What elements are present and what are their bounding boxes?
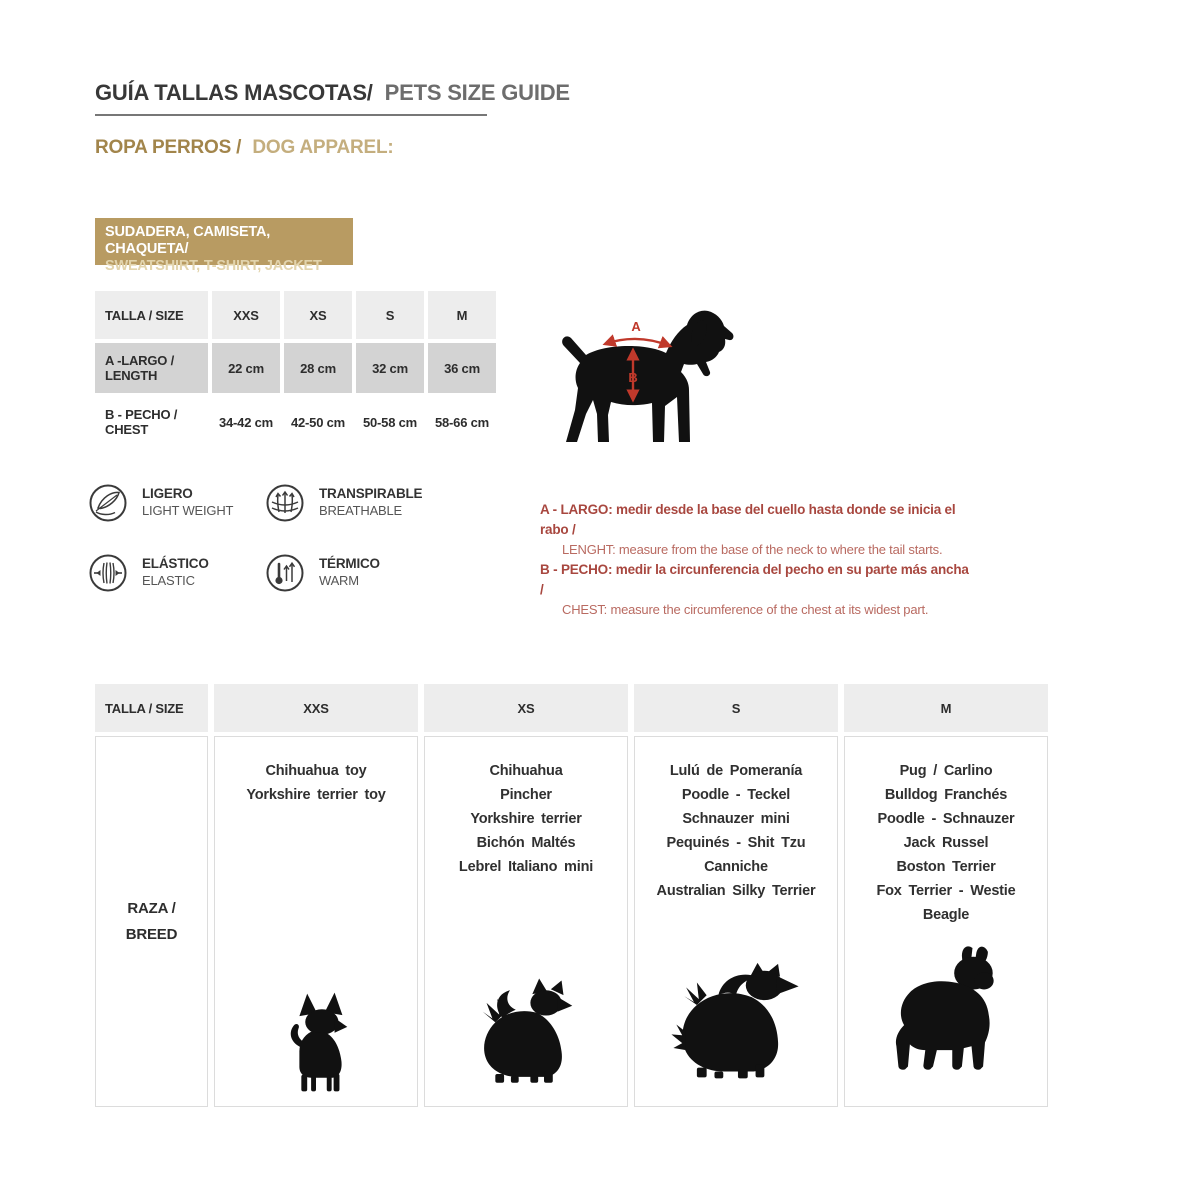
breed-cell-xs [424,736,628,1107]
stretch-icon [88,553,128,593]
size-table-length-m: 36 cm [428,343,496,393]
size-table-chest-xs: 42-50 cm [284,397,352,447]
feather-icon [88,483,128,523]
breed-table-header-xs: XS [424,684,628,732]
breed-list-xs [425,759,627,879]
size-table-header-m: M [428,291,496,339]
breed-item: Fox Terrier - Westie [876,883,1016,899]
breed-item: Beagle [922,907,970,923]
feature-elastic-label-en: ELASTIC [142,573,195,588]
feature-lightweight-label-en: LIGHT WEIGHT [142,503,234,518]
breed-item: Boston Terrier [896,859,996,875]
size-table-header-xs: XS [284,291,352,339]
size-table-row-length-label: A -LARGO / LENGTH [95,343,208,393]
breed-table [95,684,1048,1107]
size-table-length-xs: 28 cm [284,343,352,393]
size-table [95,291,496,447]
feature-breathable [265,483,422,523]
breed-item: Lulú de Pomeranía [669,763,803,779]
page-title [95,80,570,106]
feature-lightweight [88,483,233,523]
breed-item: Bichón Maltés [476,835,576,851]
breed-list-m [845,759,1047,927]
feature-warm-label-es: TÉRMICO [319,556,380,571]
breed-table-header-s: S [634,684,838,732]
breed-row-label-line2: BREED [125,925,178,943]
size-table-row-chest-label: B - PECHO / CHEST [95,397,208,447]
long-haired-chihuahua-silhouette [470,978,582,1094]
breed-table-header-xxs: XXS [214,684,418,732]
feature-warm [265,553,380,593]
feature-elastic-label-es: ELÁSTICO [142,556,209,571]
breed-row-label-line1: RAZA / [127,899,176,917]
breed-table-header-talla: TALLA / SIZE [95,684,208,732]
breed-item: Schnauzer mini [682,811,790,827]
breed-item: Jack Russel [903,835,989,851]
feature-breathable-label-en: BREATHABLE [319,503,403,518]
size-table-header-talla: TALLA / SIZE [95,291,208,339]
breed-item: Poodle - Teckel [681,787,791,803]
breed-cell-s [634,736,838,1107]
breed-item: Pequinés - Shit Tzu [666,835,806,851]
breed-item: Pincher [500,787,552,803]
breed-item: Australian Silky Terrier [656,883,816,899]
breed-item: Yorkshire terrier [470,811,582,827]
thermometer-icon [265,553,305,593]
breed-table-header-m: M [844,684,1048,732]
french-bulldog-silhouette [881,944,1011,1084]
arrow-b-label: B [628,370,638,385]
breed-cell-xxs [214,736,418,1107]
breed-list-xxs [215,759,417,807]
page-subtitle-es: ROPA PERROS / [95,137,242,158]
breed-item: Bulldog Franchés [884,787,1008,803]
size-table-chest-xxs: 34-42 cm [212,397,280,447]
feature-lightweight-label-es: LIGERO [142,486,193,501]
size-table-header-s: S [356,291,424,339]
pomeranian-silhouette [666,959,806,1094]
chihuahua-silhouette [272,990,360,1094]
feature-warm-label-en: WARM [319,573,359,588]
breed-list-s [635,759,837,903]
note-chest-en: CHEST: measure the circumference of the chest at its widest part. [562,602,929,617]
breed-item: Chihuahua toy [265,763,367,779]
breed-item: Pug / Carlino [899,763,993,779]
page-title-en: PETS SIZE GUIDE [384,80,570,105]
feature-breathable-label-es: TRANSPIRABLE [319,486,423,501]
measure-dog-silhouette [562,311,733,442]
garment-category-es: SUDADERA, CAMISETA, CHAQUETA/ [105,224,271,257]
title-underline [95,114,487,116]
breed-item: Yorkshire terrier toy [246,787,386,803]
size-table-chest-s: 50-58 cm [356,397,424,447]
breed-row-label [95,736,208,1107]
dog-measurement-diagram [552,300,752,455]
note-chest-es: B - PECHO: medir la circunferencia del pecho en su parte más ancha / [540,562,969,597]
arrow-a-label: A [631,319,641,334]
airflow-icon [265,483,305,523]
size-table-length-xxs: 22 cm [212,343,280,393]
garment-category-en: SWEATSHIRT, T-SHIRT, JACKET [105,258,322,274]
feature-elastic [88,553,209,593]
note-length-es: A - LARGO: medir desde la base del cuello hasta donde se inicia el rabo / [540,502,956,537]
note-length-en: LENGHT: measure from the base of the neck to where the tail starts. [562,542,943,557]
breed-cell-m [844,736,1048,1107]
measuring-notes [540,500,970,620]
breed-item: Canniche [704,859,768,875]
breed-item: Poodle - Schnauzer [877,811,1015,827]
size-table-header-xxs: XXS [212,291,280,339]
page-title-es: GUÍA TALLAS MASCOTAS/ [95,80,373,105]
page-subtitle-en: DOG APPAREL: [252,137,394,158]
garment-category-box [95,218,353,274]
breed-item: Lebrel Italiano mini [458,859,594,875]
page-subtitle [95,137,394,159]
breed-item: Chihuahua [489,763,563,779]
size-table-length-s: 32 cm [356,343,424,393]
size-table-chest-m: 58-66 cm [428,397,496,447]
